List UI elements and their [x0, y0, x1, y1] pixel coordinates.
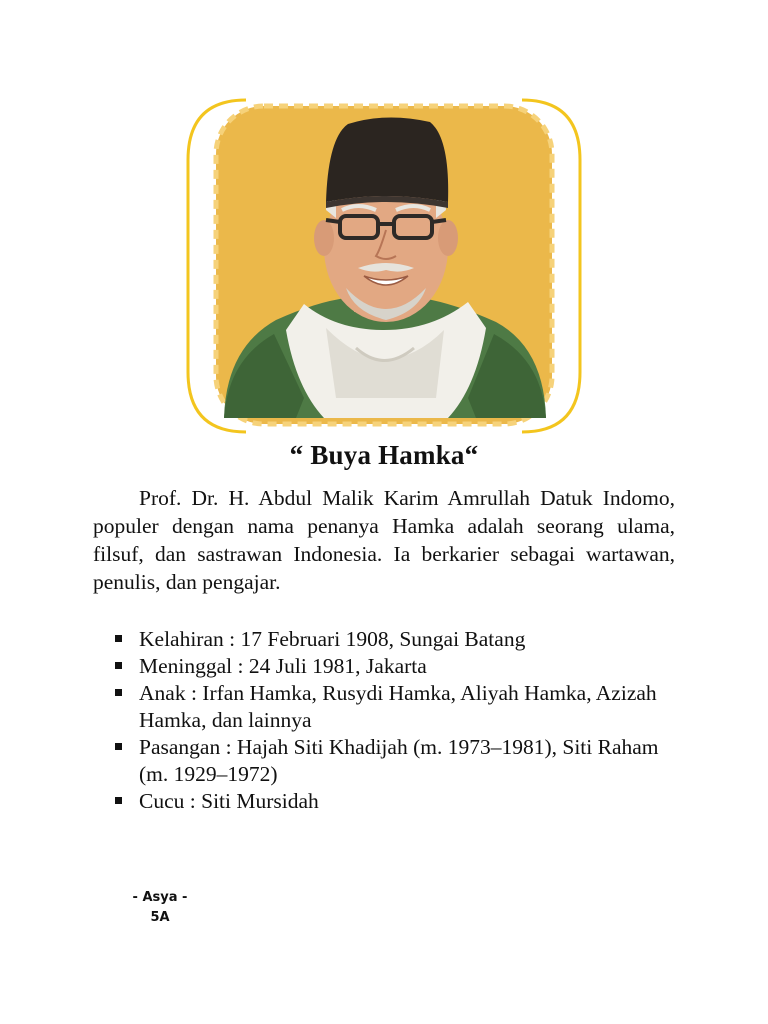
bullet-icon [115, 743, 122, 750]
bullet-icon [115, 797, 122, 804]
fact-text: Meninggal : 24 Juli 1981, Jakarta [139, 654, 427, 678]
signature-class: 5A [150, 910, 170, 925]
page-title: “ Buya Hamka“ [289, 440, 479, 470]
signature-name: - Asya - [132, 890, 188, 905]
intro-paragraph: Prof. Dr. H. Abdul Malik Karim Amrullah Datuk Indomo, populer dengan nama penanya Hamka adalah seorang ulama, filsuf, dan sastrawan Indonesia. Ia berkarier sebagai wartawan, penulis, dan pengajar. [93, 486, 675, 594]
list-item [113, 680, 678, 734]
fact-text: Cucu : Siti Mursidah [139, 789, 319, 813]
portrait-illustration [186, 98, 582, 434]
list-item [113, 626, 678, 653]
list-item [113, 734, 678, 788]
bullet-icon [115, 689, 122, 696]
fact-text: Anak : Irfan Hamka, Rusydi Hamka, Aliyah Hamka, Azizah Hamka, dan lainnya [139, 681, 657, 732]
bullet-icon [115, 662, 122, 669]
signature [120, 888, 200, 928]
list-item [113, 653, 678, 680]
bullet-icon [115, 635, 122, 642]
fact-text: Kelahiran : 17 Februari 1908, Sungai Batang [139, 627, 526, 651]
facts-list [113, 626, 678, 815]
fact-text: Pasangan : Hajah Siti Khadijah (m. 1973–1981), Siti Raham (m. 1929–1972) [139, 735, 659, 786]
list-item [113, 788, 678, 815]
